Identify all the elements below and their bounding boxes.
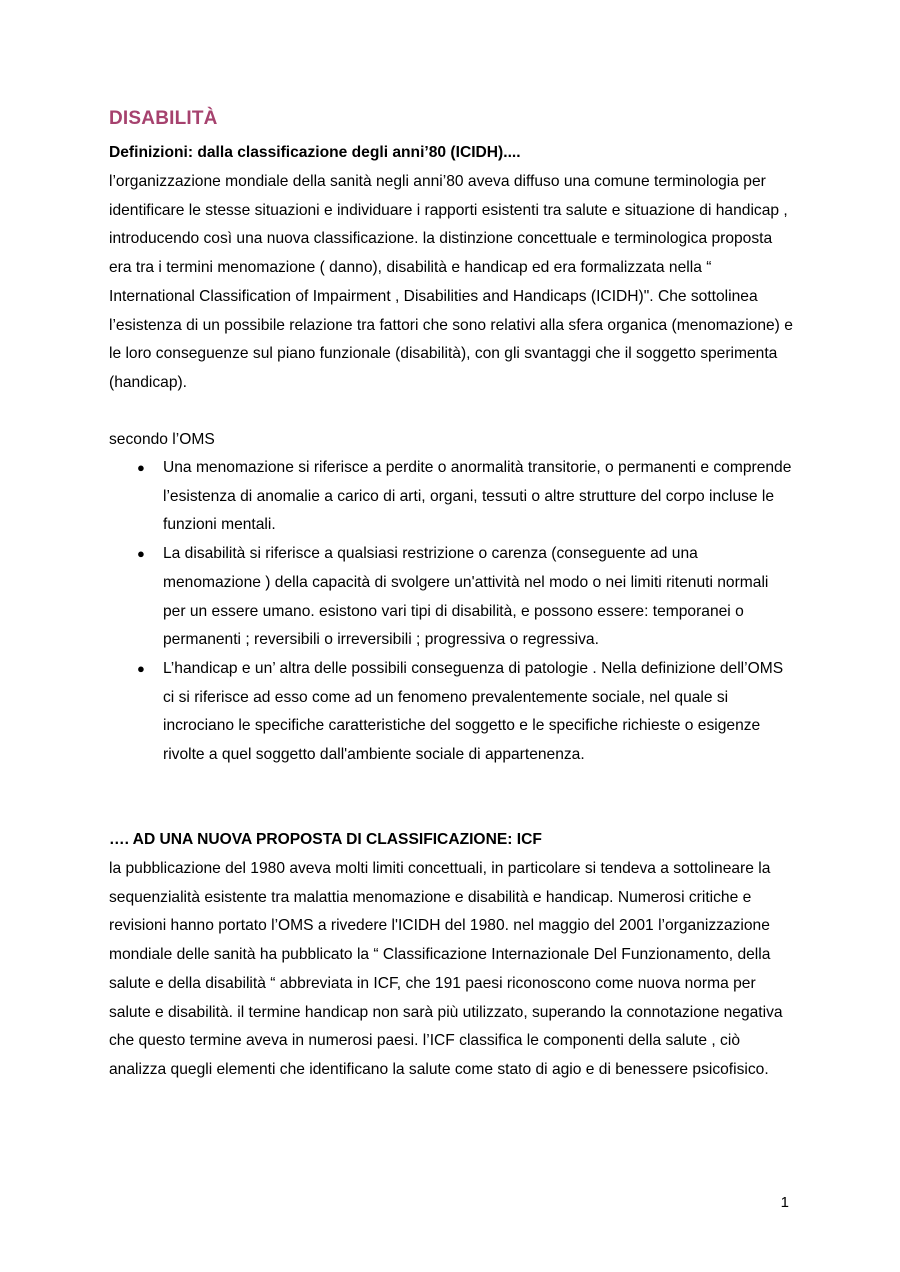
section1-heading: Definizioni: dalla classificazione degli anni’80 (ICIDH).... [109, 144, 521, 161]
bullet-icon: ● [137, 546, 145, 562]
bullet-icon: ● [137, 660, 145, 676]
bullet-item-handicap [109, 655, 794, 770]
section2-paragraph: la pubblicazione del 1980 aveva molti limiti concettuali, in particolare si tendeva a sottolineare la sequenzialità esistente tra malattia menomazione e disabilità e handicap. Numerosi critiche e revisioni hanno portato l’OMS a rivedere l'ICIDH del 1980. nel maggio del 2001 l’organizzazione mondiale delle sanità ha pubblicato la “ Classificazione Internazionale Del Funzionamento, della salute e della disabilità “ abbreviata in ICF, che 191 paesi riconoscono come nuova norma per salute e disabilità. il termine handicap non sarà più utilizzato, superando la connotazione negativa che questo termine aveva in numerosi paesi. l’ICF classifica le componenti della salute , ciò analizza quegli elementi che identificano la salute come stato di agio e di benessere psicofisico. [109, 860, 783, 1078]
document-title: DISABILITÀ [109, 108, 218, 129]
page-number: 1 [780, 1194, 789, 1211]
bullet-icon: ● [137, 460, 145, 475]
bullet-item-disabilita [109, 540, 794, 655]
oms-intro: secondo l’OMS [109, 431, 215, 448]
bullet-text: Una menomazione si riferisce a perdite o anormalità transitorie, o permanenti e comprende l’esistenza di anomalie a carico di arti, organi, tessuti o altre strutture del corpo incluse le funzioni mentali. [163, 459, 792, 534]
bullet-text: La disabilità si riferisce a qualsiasi restrizione o carenza (conseguente ad una menomazione ) della capacità di svolgere un'attività nel modo o nei limiti ritenuti normali per un essere umano. esistono vari tipi di disabilità, e possono essere: temporanei o permanenti ; reversibili o irreversibili ; progressiva o regressiva. [163, 545, 769, 649]
oms-bullet-list [109, 454, 794, 770]
bullet-item-menomazione [109, 454, 794, 540]
section2-heading: …. AD UNA NUOVA PROPOSTA DI CLASSIFICAZIONE: ICF [109, 831, 542, 848]
section1-paragraph: l’organizzazione mondiale della sanità negli anni’80 aveva diffuso una comune terminologia per identificare le stesse situazioni e individuare i rapporti esistenti tra salute e situazione di handicap , introducendo così una nuova classificazione. la distinzione concettuale e terminologica proposta era tra i termini menomazione ( danno), disabilità e handicap ed era formalizzata nella “ International Classification of Impairment , Disabilities and Handicaps (ICIDH)". Che sottolinea l’esistenza di un possibile relazione tra fattori che sono relativi alla sfera organica (menomazione) e le loro conseguenze sul piano funzionale (disabilità), con gli svantaggi che il soggetto sperimenta (handicap). [109, 173, 793, 391]
bullet-text: L’handicap e un’ altra delle possibili conseguenza di patologie . Nella definizione dell’OMS ci si riferisce ad esso come ad un fenomeno prevalentemente sociale, nel quale si incrociano le specifiche caratteristiche del soggetto e le specifiche richieste o esigenze rivolte a quel soggetto dall'ambiente sociale di appartenenza. [163, 659, 784, 764]
